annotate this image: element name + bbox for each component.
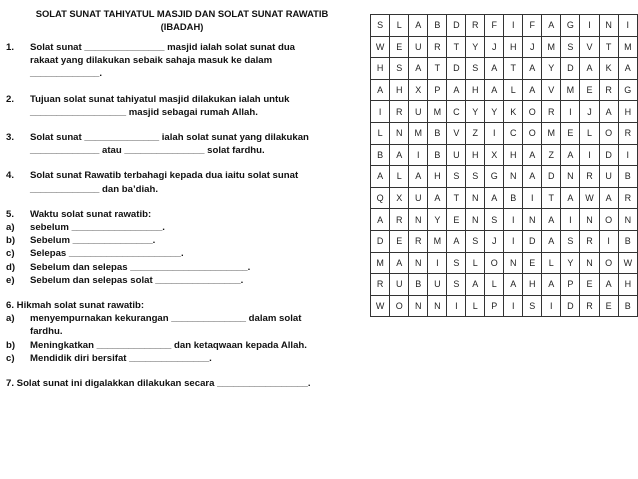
- grid-cell[interactable]: S: [371, 15, 390, 37]
- grid-cell[interactable]: I: [428, 252, 447, 274]
- grid-cell[interactable]: R: [618, 122, 637, 144]
- grid-cell[interactable]: S: [466, 230, 485, 252]
- grid-cell[interactable]: R: [390, 101, 409, 123]
- question-number: 5.: [6, 208, 15, 220]
- grid-cell[interactable]: M: [542, 36, 561, 58]
- grid-cell[interactable]: H: [466, 79, 485, 101]
- grid-cell[interactable]: I: [504, 295, 523, 317]
- grid-cell[interactable]: N: [561, 166, 580, 188]
- grid-cell[interactable]: A: [390, 144, 409, 166]
- grid-cell[interactable]: E: [599, 295, 618, 317]
- grid-cell[interactable]: A: [485, 58, 504, 80]
- grid-cell[interactable]: P: [485, 295, 504, 317]
- grid-cell[interactable]: J: [485, 230, 504, 252]
- grid-row: [371, 36, 638, 58]
- worksheet-questions: [6, 8, 358, 390]
- grid-cell[interactable]: A: [485, 79, 504, 101]
- grid-cell[interactable]: B: [618, 295, 637, 317]
- grid-cell[interactable]: A: [409, 15, 428, 37]
- grid-cell[interactable]: S: [561, 36, 580, 58]
- grid-cell[interactable]: F: [485, 15, 504, 37]
- item-letter: b): [6, 339, 16, 351]
- item-letter: b): [6, 235, 16, 247]
- item-letter: c): [6, 248, 15, 260]
- question-line: Tujuan solat sunat tahiyatul masjid dilakukan ialah untuk: [30, 93, 290, 105]
- question-2: [6, 93, 358, 119]
- grid-row: [371, 122, 638, 144]
- grid-cell[interactable]: U: [447, 144, 466, 166]
- grid-cell[interactable]: N: [409, 252, 428, 274]
- grid-cell[interactable]: L: [580, 122, 599, 144]
- grid-cell[interactable]: L: [485, 274, 504, 296]
- title-line-1: SOLAT SUNAT TAHIYATUL MASJID DAN SOLAT SUNAT RAWATIB: [35, 8, 329, 19]
- grid-cell[interactable]: R: [371, 274, 390, 296]
- grid-cell[interactable]: X: [390, 187, 409, 209]
- item-text: Sebelum dan selepas ______________________.: [30, 261, 251, 273]
- grid-cell[interactable]: N: [409, 295, 428, 317]
- grid-cell[interactable]: G: [561, 15, 580, 37]
- grid-cell[interactable]: M: [428, 230, 447, 252]
- question-3: [6, 131, 358, 157]
- grid-cell[interactable]: P: [428, 79, 447, 101]
- grid-cell[interactable]: A: [447, 230, 466, 252]
- grid-cell[interactable]: L: [466, 252, 485, 274]
- question-6-header: 6. Hikmah solat sunat rawatib:: [6, 300, 145, 312]
- grid-cell[interactable]: N: [504, 166, 523, 188]
- item-letter: e): [6, 274, 15, 286]
- grid-cell[interactable]: H: [523, 274, 542, 296]
- grid-cell[interactable]: O: [485, 252, 504, 274]
- grid-cell[interactable]: M: [409, 122, 428, 144]
- item-text: Meningkatkan ______________ dan ketaqwaan kepada Allah.: [30, 339, 307, 351]
- grid-cell[interactable]: H: [618, 101, 637, 123]
- grid-cell[interactable]: S: [466, 166, 485, 188]
- grid-cell[interactable]: I: [618, 144, 637, 166]
- grid-cell[interactable]: L: [542, 252, 561, 274]
- grid-cell[interactable]: P: [561, 274, 580, 296]
- item-text: menyempurnakan kekurangan ______________ dalam solat: [30, 313, 302, 325]
- grid-cell[interactable]: U: [409, 36, 428, 58]
- item-letter: d): [6, 261, 16, 273]
- grid-cell[interactable]: H: [466, 144, 485, 166]
- grid-cell[interactable]: T: [428, 58, 447, 80]
- grid-cell[interactable]: G: [618, 79, 637, 101]
- grid-cell[interactable]: R: [580, 295, 599, 317]
- grid-cell[interactable]: M: [371, 252, 390, 274]
- grid-cell[interactable]: B: [409, 274, 428, 296]
- item-text: Selepas _____________________.: [30, 248, 184, 260]
- grid-cell[interactable]: L: [390, 15, 409, 37]
- grid-cell[interactable]: S: [447, 274, 466, 296]
- grid-cell[interactable]: T: [447, 36, 466, 58]
- grid-cell[interactable]: B: [371, 144, 390, 166]
- grid-cell[interactable]: H: [390, 79, 409, 101]
- grid-cell[interactable]: A: [371, 166, 390, 188]
- grid-cell[interactable]: S: [561, 230, 580, 252]
- grid-cell[interactable]: I: [371, 101, 390, 123]
- grid-cell[interactable]: M: [428, 101, 447, 123]
- grid-cell[interactable]: Y: [561, 252, 580, 274]
- grid-cell[interactable]: K: [599, 58, 618, 80]
- grid-cell[interactable]: W: [580, 187, 599, 209]
- grid-row: [371, 230, 638, 252]
- grid-cell[interactable]: V: [542, 79, 561, 101]
- grid-row: [371, 187, 638, 209]
- grid-cell[interactable]: N: [523, 209, 542, 231]
- grid-cell[interactable]: W: [618, 252, 637, 274]
- grid-cell[interactable]: N: [580, 252, 599, 274]
- grid-row: [371, 295, 638, 317]
- grid-row: [371, 58, 638, 80]
- grid-cell[interactable]: M: [618, 36, 637, 58]
- item-letter: a): [6, 313, 15, 325]
- grid-cell[interactable]: K: [504, 101, 523, 123]
- grid-cell[interactable]: D: [561, 295, 580, 317]
- grid-cell[interactable]: J: [580, 101, 599, 123]
- grid-cell[interactable]: E: [580, 79, 599, 101]
- grid-cell[interactable]: B: [504, 187, 523, 209]
- grid-cell[interactable]: A: [561, 144, 580, 166]
- grid-cell[interactable]: V: [580, 36, 599, 58]
- grid-cell[interactable]: I: [542, 295, 561, 317]
- grid-cell[interactable]: A: [466, 274, 485, 296]
- grid-cell[interactable]: N: [466, 209, 485, 231]
- grid-cell[interactable]: E: [390, 230, 409, 252]
- grid-cell[interactable]: H: [504, 36, 523, 58]
- grid-cell[interactable]: U: [428, 274, 447, 296]
- grid-cell[interactable]: F: [523, 15, 542, 37]
- grid-cell[interactable]: D: [447, 15, 466, 37]
- grid-cell[interactable]: J: [523, 36, 542, 58]
- grid-cell[interactable]: A: [542, 15, 561, 37]
- grid-cell[interactable]: I: [504, 15, 523, 37]
- grid-cell[interactable]: O: [523, 101, 542, 123]
- grid-row: [371, 15, 638, 37]
- grid-cell[interactable]: I: [523, 187, 542, 209]
- question-5-item-b: [6, 234, 358, 247]
- item-text: sebelum _________________.: [30, 222, 165, 234]
- question-5-item-d: [6, 261, 358, 274]
- grid-cell[interactable]: B: [618, 166, 637, 188]
- grid-cell[interactable]: R: [542, 101, 561, 123]
- question-number: 3.: [6, 132, 15, 144]
- grid-cell[interactable]: T: [447, 187, 466, 209]
- grid-cell[interactable]: S: [523, 295, 542, 317]
- grid-row: [371, 252, 638, 274]
- question-line: __________________ masjid sebagai rumah Allah.: [30, 106, 258, 118]
- grid-cell[interactable]: A: [485, 187, 504, 209]
- grid-cell[interactable]: A: [580, 58, 599, 80]
- grid-cell[interactable]: I: [485, 122, 504, 144]
- grid-cell[interactable]: S: [485, 209, 504, 231]
- grid-cell[interactable]: G: [485, 166, 504, 188]
- grid-cell[interactable]: A: [599, 101, 618, 123]
- grid-cell[interactable]: L: [371, 122, 390, 144]
- grid-cell[interactable]: N: [390, 122, 409, 144]
- grid-cell[interactable]: A: [542, 209, 561, 231]
- question-6-item-c: [6, 352, 358, 365]
- question-line: _____________ dan ba’diah.: [30, 183, 158, 195]
- grid-cell[interactable]: O: [599, 122, 618, 144]
- grid-cell[interactable]: M: [561, 79, 580, 101]
- grid-cell[interactable]: I: [561, 101, 580, 123]
- grid-cell[interactable]: H: [618, 274, 637, 296]
- grid-cell[interactable]: A: [523, 144, 542, 166]
- grid-cell[interactable]: I: [504, 230, 523, 252]
- item-text: Mendidik diri bersifat _______________.: [30, 352, 212, 364]
- item-text: Sebelum _______________.: [30, 235, 156, 247]
- grid-cell[interactable]: A: [371, 209, 390, 231]
- grid-cell[interactable]: R: [428, 36, 447, 58]
- question-line: Solat sunat Rawatib terbahagi kepada dua iaitu solat sunat: [30, 170, 299, 182]
- grid-cell[interactable]: Z: [542, 144, 561, 166]
- grid-cell[interactable]: I: [409, 144, 428, 166]
- grid-cell[interactable]: L: [504, 79, 523, 101]
- item-text: fardhu.: [30, 326, 63, 338]
- grid-cell[interactable]: A: [523, 166, 542, 188]
- grid-cell[interactable]: J: [485, 36, 504, 58]
- grid-cell[interactable]: D: [447, 58, 466, 80]
- grid-cell[interactable]: E: [580, 274, 599, 296]
- grid-cell[interactable]: A: [523, 58, 542, 80]
- grid-cell[interactable]: I: [447, 295, 466, 317]
- title-line-2: (IBADAH): [160, 20, 204, 32]
- grid-cell[interactable]: Z: [466, 122, 485, 144]
- grid-cell[interactable]: H: [504, 144, 523, 166]
- question-4: [6, 169, 358, 195]
- grid-cell[interactable]: U: [409, 187, 428, 209]
- grid-cell[interactable]: N: [504, 252, 523, 274]
- grid-cell[interactable]: A: [428, 187, 447, 209]
- grid-cell[interactable]: U: [409, 101, 428, 123]
- grid-cell[interactable]: I: [504, 209, 523, 231]
- grid-cell[interactable]: N: [466, 187, 485, 209]
- grid-cell[interactable]: B: [428, 144, 447, 166]
- grid-cell[interactable]: I: [580, 144, 599, 166]
- grid-cell[interactable]: O: [599, 252, 618, 274]
- grid-cell[interactable]: D: [371, 230, 390, 252]
- grid-cell[interactable]: R: [618, 187, 637, 209]
- grid-cell[interactable]: E: [561, 122, 580, 144]
- grid-row: [371, 101, 638, 123]
- grid-cell[interactable]: A: [561, 187, 580, 209]
- grid-cell[interactable]: N: [428, 295, 447, 317]
- grid-cell[interactable]: O: [390, 295, 409, 317]
- grid-cell[interactable]: R: [466, 15, 485, 37]
- grid-cell[interactable]: N: [599, 15, 618, 37]
- question-line: rakaat yang dilakukan sebaik sahaja masuk ke dalam: [30, 55, 273, 67]
- grid-cell[interactable]: A: [371, 79, 390, 101]
- grid-cell[interactable]: Y: [466, 101, 485, 123]
- grid-cell[interactable]: Q: [371, 187, 390, 209]
- item-text: Sebelum dan selepas solat ________________.: [30, 274, 244, 286]
- item-letter: c): [6, 352, 15, 364]
- question-6-item-a: [6, 312, 358, 338]
- grid-cell[interactable]: B: [428, 122, 447, 144]
- grid-cell[interactable]: B: [618, 230, 637, 252]
- grid-cell[interactable]: A: [523, 79, 542, 101]
- grid-cell[interactable]: I: [561, 209, 580, 231]
- question-number: 2.: [6, 93, 15, 105]
- grid-cell[interactable]: S: [447, 252, 466, 274]
- grid-cell[interactable]: N: [409, 209, 428, 231]
- grid-cell[interactable]: R: [580, 230, 599, 252]
- question-5-item-c: [6, 247, 358, 260]
- grid-row: [371, 79, 638, 101]
- grid-cell[interactable]: R: [599, 79, 618, 101]
- grid-cell[interactable]: R: [390, 209, 409, 231]
- grid-cell[interactable]: O: [523, 122, 542, 144]
- grid-cell[interactable]: A: [599, 187, 618, 209]
- grid-cell[interactable]: E: [390, 36, 409, 58]
- question-number: 4.: [6, 170, 15, 182]
- grid-cell[interactable]: A: [618, 58, 637, 80]
- grid-cell[interactable]: N: [580, 209, 599, 231]
- grid-cell[interactable]: A: [390, 252, 409, 274]
- grid-cell[interactable]: Y: [485, 101, 504, 123]
- grid-cell[interactable]: B: [428, 15, 447, 37]
- grid-cell[interactable]: Y: [542, 58, 561, 80]
- question-line: Solat sunat _______________ masjid ialah solat sunat dua: [30, 42, 296, 53]
- grid-cell[interactable]: E: [447, 209, 466, 231]
- grid-cell[interactable]: W: [371, 36, 390, 58]
- grid-cell[interactable]: L: [466, 295, 485, 317]
- grid-cell[interactable]: S: [447, 166, 466, 188]
- question-5-item-a: [6, 221, 358, 234]
- grid-cell[interactable]: T: [504, 58, 523, 80]
- grid-cell[interactable]: A: [447, 79, 466, 101]
- grid-cell[interactable]: I: [618, 15, 637, 37]
- grid-cell[interactable]: R: [409, 230, 428, 252]
- question-6-item-b: [6, 339, 358, 352]
- grid-row: [371, 274, 638, 296]
- grid-cell[interactable]: Y: [428, 209, 447, 231]
- grid-cell[interactable]: W: [371, 295, 390, 317]
- grid-cell[interactable]: D: [523, 230, 542, 252]
- grid-cell[interactable]: T: [599, 36, 618, 58]
- grid-cell[interactable]: N: [618, 209, 637, 231]
- grid-cell[interactable]: A: [504, 274, 523, 296]
- grid-cell[interactable]: A: [599, 274, 618, 296]
- grid-cell[interactable]: V: [447, 122, 466, 144]
- grid-cell[interactable]: D: [599, 144, 618, 166]
- question-5-item-e: [6, 274, 358, 287]
- grid-cell[interactable]: R: [580, 166, 599, 188]
- grid-cell[interactable]: I: [580, 15, 599, 37]
- grid-cell[interactable]: X: [409, 79, 428, 101]
- question-line: _____________ atau _______________ solat fardhu.: [30, 145, 265, 157]
- grid-cell[interactable]: A: [542, 230, 561, 252]
- worksheet-title: [6, 8, 358, 33]
- grid-row: [371, 209, 638, 231]
- grid-cell[interactable]: E: [523, 252, 542, 274]
- question-1: [6, 41, 358, 81]
- grid-cell[interactable]: S: [390, 58, 409, 80]
- grid-cell[interactable]: O: [599, 209, 618, 231]
- grid-cell[interactable]: U: [390, 274, 409, 296]
- question-line: _____________.: [30, 68, 103, 80]
- grid-cell[interactable]: C: [447, 101, 466, 123]
- question-7: 7. Solat sunat ini digalakkan dilakukan secara _________________.: [6, 378, 311, 390]
- item-letter: a): [6, 222, 15, 234]
- grid-cell[interactable]: L: [390, 166, 409, 188]
- grid-cell[interactable]: D: [561, 58, 580, 80]
- question-5: [6, 208, 358, 221]
- grid-cell[interactable]: M: [542, 122, 561, 144]
- grid-cell[interactable]: H: [428, 166, 447, 188]
- word-search-grid: [370, 14, 638, 317]
- question-number: 1.: [6, 42, 15, 53]
- grid-cell[interactable]: A: [409, 58, 428, 80]
- grid-cell[interactable]: T: [542, 187, 561, 209]
- question-line: Solat sunat ______________ ialah solat sunat yang dilakukan: [30, 132, 309, 144]
- grid-cell[interactable]: H: [371, 58, 390, 80]
- grid-cell[interactable]: A: [409, 166, 428, 188]
- grid-cell[interactable]: D: [542, 166, 561, 188]
- grid-cell[interactable]: I: [599, 230, 618, 252]
- question-line: Waktu solat sunat rawatib:: [30, 208, 152, 220]
- grid-row: [371, 144, 638, 166]
- grid-cell[interactable]: C: [504, 122, 523, 144]
- grid-cell[interactable]: S: [466, 58, 485, 80]
- grid-cell[interactable]: X: [485, 144, 504, 166]
- grid-cell[interactable]: A: [542, 274, 561, 296]
- grid-row: [371, 166, 638, 188]
- grid-cell[interactable]: U: [599, 166, 618, 188]
- grid-cell[interactable]: Y: [466, 36, 485, 58]
